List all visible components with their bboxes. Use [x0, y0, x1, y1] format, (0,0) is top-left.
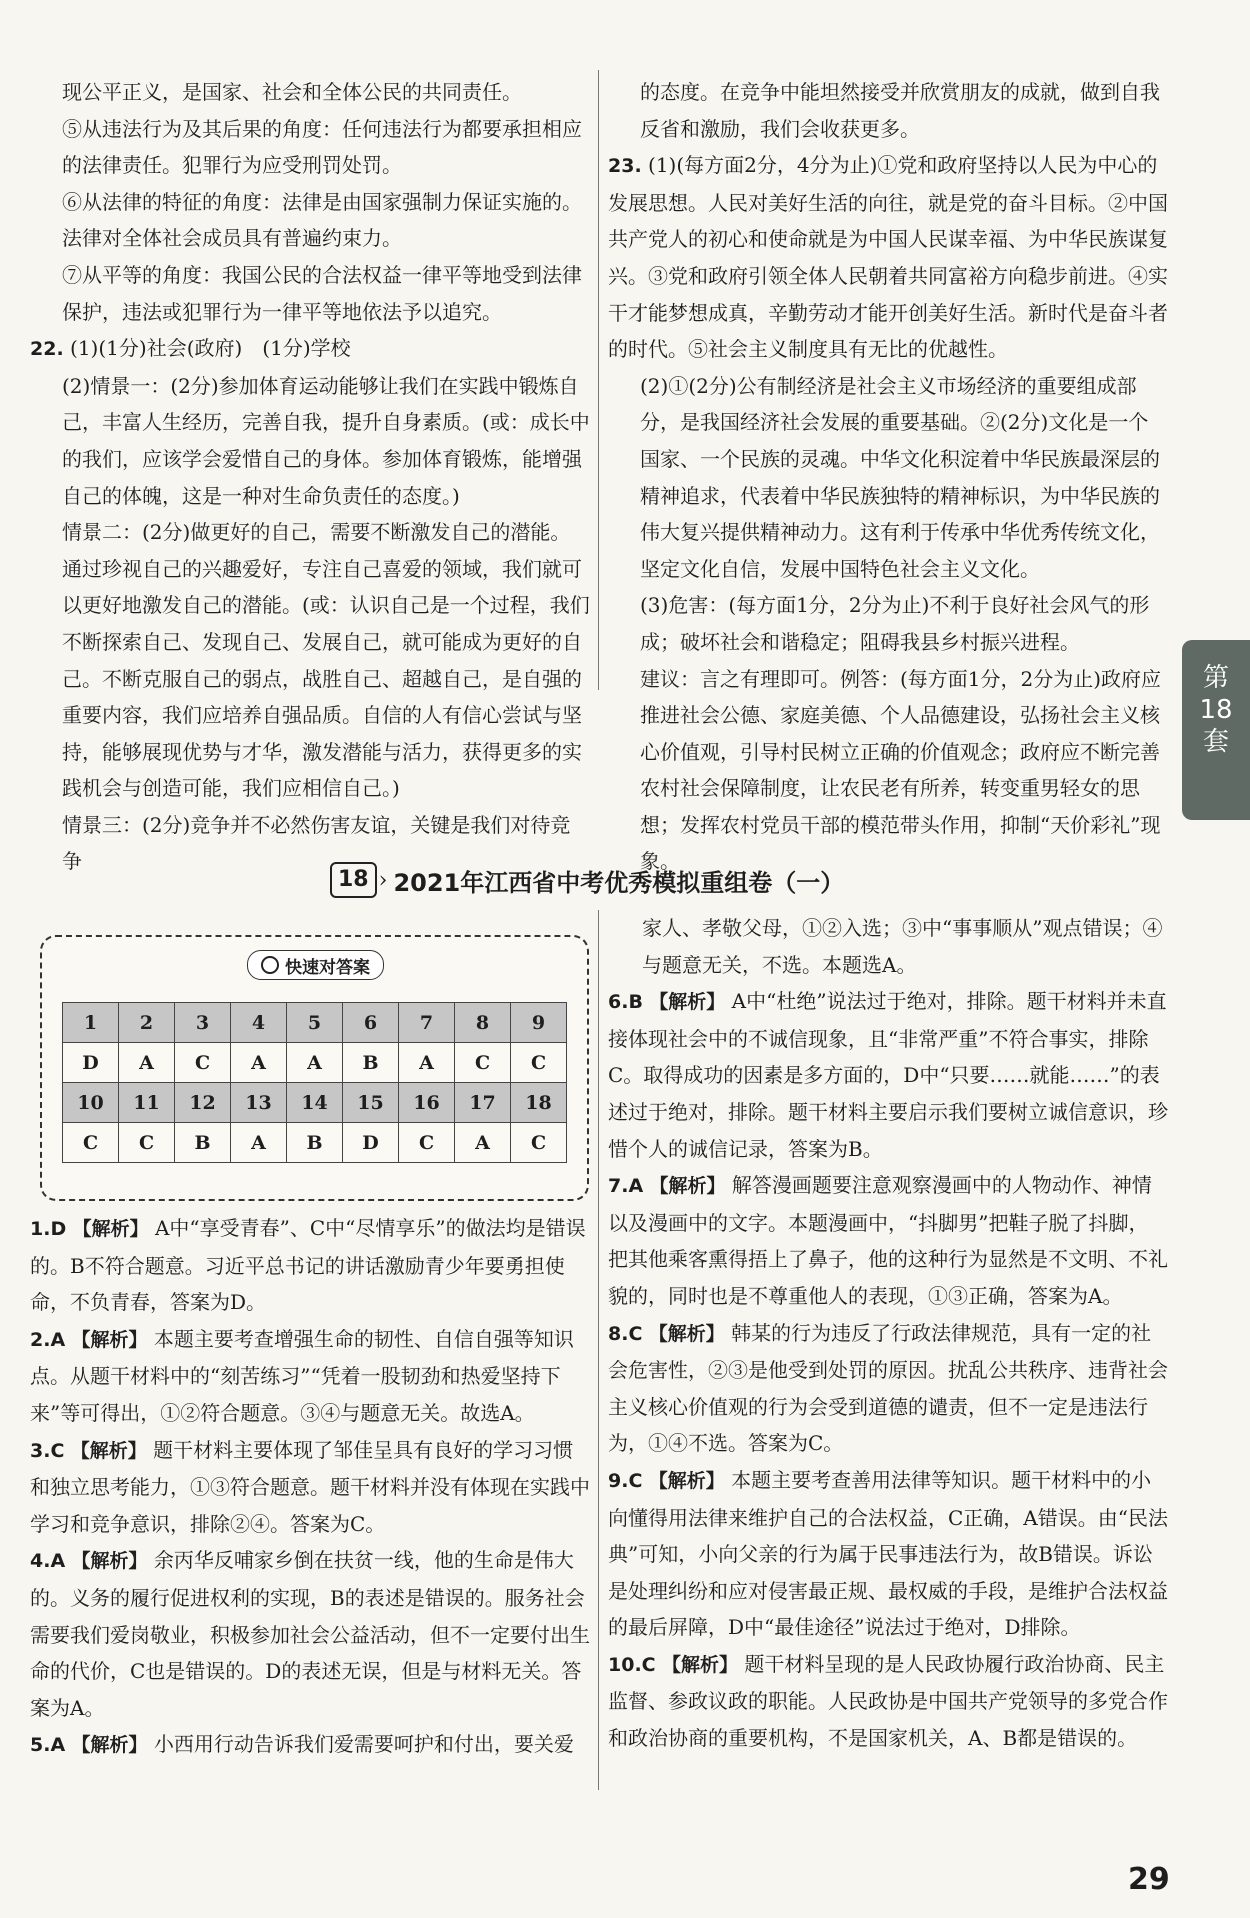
question-22 — [30, 330, 590, 368]
question-number: 2. — [30, 1328, 51, 1351]
explanation-item — [30, 1321, 590, 1432]
answer-letter: C — [628, 1322, 643, 1345]
answer-letter: C — [50, 1439, 65, 1462]
answer-text: (1)(每方面2分，4分为止)①党和政府坚持以人民为中心的发展思想。人民对美好生活的向往，就是党的奋斗目标。②中国共产党人的初心和使命就是为中国人民谋幸福、为中华民族谋复兴。③党和政府引领全体人民朝着共同富裕方向稳步前进。④实干才能梦想成真，辛勤劳动才能开创美好生活。新时代是奋斗者的时代。⑤社会主义制度具有无比的优越性。 — [608, 153, 1168, 362]
question-number: 5. — [30, 1734, 51, 1757]
explanation-item — [30, 1432, 590, 1543]
answer-cell: B — [287, 1123, 343, 1163]
jiexi-label: 【解析】 — [71, 1550, 148, 1573]
top-left-column — [30, 74, 590, 880]
question-num-cell: 17 — [455, 1083, 511, 1123]
answer-cell: C — [63, 1123, 119, 1163]
text-line: 情景三：(2分)竞争并不必然伤害友谊，关键是我们对待竞争 — [62, 812, 571, 874]
answer-cell: A — [231, 1123, 287, 1163]
set-number: 18 — [330, 862, 377, 898]
answer-cell: C — [119, 1123, 175, 1163]
jiexi-label: 【解析】 — [71, 1734, 148, 1757]
question-num-cell: 10 — [63, 1083, 119, 1123]
explanation-text: 小西用行动告诉我们爱需要呵护和付出，要关爱 — [153, 1732, 574, 1757]
quick-answer-heading — [247, 950, 384, 980]
explanation-item — [608, 983, 1168, 1167]
jiexi-label: 【解析】 — [661, 1653, 738, 1676]
answer-cell: D — [343, 1123, 399, 1163]
question-23 — [608, 147, 1168, 368]
question-num-cell: 1 — [63, 1003, 119, 1043]
explanation-text: 题干材料主要体现了邹佳呈具有良好的学习习惯和独立思考能力，①③符合题意。题干材料并没有体现在实践中学习和竞争意识，排除②④。答案为C。 — [30, 1437, 590, 1536]
answer-cell: A — [119, 1043, 175, 1083]
answer-text: (1)(1分)社会(政府) (1分)学校 — [70, 336, 351, 361]
answer-letter: C — [641, 1653, 656, 1676]
explanation-item — [608, 1167, 1168, 1314]
question-num-cell: 2 — [119, 1003, 175, 1043]
answer-letter: A — [628, 1175, 644, 1198]
column-divider — [598, 910, 599, 1790]
answer-cell: D — [63, 1043, 119, 1083]
answer-cell: A — [399, 1043, 455, 1083]
question-number: 10. — [608, 1653, 642, 1676]
question-number: 22. — [30, 338, 64, 361]
answer-letter: A — [50, 1328, 66, 1351]
explanation-text: A中“杜绝”说法过于绝对，排除。题干材料并未直接体现社会中的不诚信现象，且“非常严重”不符合事实，排除C。取得成功的因素是多方面的，D中“只要……就能……”的表述过于绝对，排除。题干材料主要启示我们要树立诚信意识，珍惜个人的诚信记录，答案为B。 — [608, 989, 1168, 1161]
answer-table — [62, 1002, 567, 1163]
answer-cell: C — [511, 1043, 567, 1083]
chevron-right-icon: › — [378, 867, 388, 893]
explanation-item — [30, 1210, 590, 1321]
text-line: (3)危害：(每方面1分，2分为止)不利于良好社会风气的形成；破坏社会和谐稳定；阻碍我县乡村振兴进程。 — [640, 593, 1150, 654]
answer-letter: A — [50, 1550, 66, 1573]
text-line: (2)情景一：(2分)参加体育运动能够让我们在实践中锻炼自己，丰富人生经历，完善自我，提升自身素质。(或：成长中的我们，应该学会爱惜自己的身体。参加体育锻炼，能增强自己的体魄，这是一种对生命负责任的态度。) — [62, 373, 590, 508]
question-num-cell: 15 — [343, 1083, 399, 1123]
jiexi-label: 【解析】 — [72, 1218, 149, 1240]
tab-char: 套 — [1202, 727, 1229, 757]
question-num-cell: 18 — [511, 1083, 567, 1123]
search-icon — [261, 956, 279, 974]
question-num-cell: 6 — [343, 1003, 399, 1043]
answer-cell: C — [511, 1123, 567, 1163]
question-number: 1. — [30, 1218, 51, 1240]
text-line: ⑤从违法行为及其后果的角度：任何违法行为都要承担相应的法律责任。犯罪行为应受刑罚处罚。 — [62, 116, 582, 178]
set-tab — [1182, 640, 1250, 820]
jiexi-label: 【解析】 — [70, 1439, 147, 1462]
answer-cell: A — [287, 1043, 343, 1083]
tab-char: 第 — [1202, 663, 1229, 693]
top-right-column — [608, 74, 1168, 880]
table-row — [63, 1043, 567, 1083]
explanation-text: 解答漫画题要注意观察漫画中的人物动作、神情以及漫画中的文字。本题漫画中，“抖脚男”把鞋子脱了抖脚，把其他乘客熏得捂上了鼻子，他的这种行为显然是不文明、不礼貌的，同时也是不尊重他人的表现，①③正确，答案为A。 — [608, 1173, 1168, 1308]
text-line: ⑦从平等的角度：我国公民的合法权益一律平等地受到法律保护，违法或犯罪行为一律平等地依法予以追究。 — [62, 262, 582, 324]
question-num-cell: 16 — [399, 1083, 455, 1123]
question-num-cell: 11 — [119, 1083, 175, 1123]
bottom-right-column — [608, 910, 1168, 1757]
question-number: 23. — [608, 155, 642, 178]
text-line: (2)①(2分)公有制经济是社会主义市场经济的重要组成部分，是我国经济社会发展的重要基础。②(2分)文化是一个国家、一个民族的灵魂。中华文化积淀着中华民族最深层的精神追求，代表着中华民族独特的精神标识，为中华民族的伟大复兴提供精神动力。这有利于传承中华优秀传统文化，坚定文化自信，发展中国特色社会主义文化。 — [640, 373, 1160, 581]
question-number: 9. — [608, 1469, 629, 1492]
explanation-text: 题干材料呈现的是人民政协履行政治协商、民主监督、参政议政的职能。人民政协是中国共产党领导的多党合作和政治协商的重要机构，不是国家机关，A、B都是错误的。 — [608, 1651, 1168, 1751]
question-number: 3. — [30, 1439, 51, 1462]
text-line: 现公平正义，是国家、社会和全体公民的共同责任。 — [62, 80, 522, 104]
text-line: 的态度。在竞争中能坦然接受并欣赏朋友的成就，做到自我反省和激励，我们会收获更多。 — [640, 80, 1160, 141]
jiexi-label: 【解析】 — [648, 1469, 725, 1492]
table-row — [63, 1083, 567, 1123]
jiexi-label: 【解析】 — [648, 1322, 725, 1345]
answer-letter: B — [628, 991, 643, 1014]
question-num-cell: 5 — [287, 1003, 343, 1043]
explanation-item — [608, 1646, 1168, 1757]
explanation-item — [30, 1726, 590, 1764]
quick-answer-box — [40, 935, 589, 1201]
page-number: 29 — [1128, 1862, 1170, 1897]
explanation-item — [608, 1315, 1168, 1462]
answer-cell: C — [455, 1043, 511, 1083]
question-number: 8. — [608, 1322, 629, 1345]
answer-cell: A — [455, 1123, 511, 1163]
question-num-cell: 14 — [287, 1083, 343, 1123]
explanation-text: 本题主要考查善用法律等知识。题干材料中的小向懂得用法律来维护自己的合法权益，C正确，A错误。由“民法典”可知，小向父亲的行为属于民事违法行为，故B错误。诉讼是处理纠纷和应对侵害最正规、最权威的手段，是维护合法权益的最后屏障，D中“最佳途径”说法过于绝对，D排除。 — [608, 1467, 1168, 1640]
section-title — [330, 860, 1010, 900]
answer-cell: C — [399, 1123, 455, 1163]
column-divider — [598, 70, 599, 690]
jiexi-label: 【解析】 — [649, 1175, 726, 1198]
text-line: 情景二：(2分)做更好的自己，需要不断激发自己的潜能。通过珍视自己的兴趣爱好，专注自己喜爱的领域，我们就可以更好地激发自己的潜能。(或：认识自己是一个过程，我们不断探索自己、发现自己、发展自己，就可能成为更好的自己。不断克服自己的弱点，战胜自己、超越自己，是自强的重要内容，我们应培养自强品质。自信的人有信心尝试与坚持，能够展现优势与才华，激发潜能与活力，获得更多的实践机会与创造可能，我们应相信自己。) — [62, 520, 590, 801]
jiexi-label: 【解析】 — [649, 991, 726, 1014]
text-line: 家人、孝敬父母，①②入选；③中“事事顺从”观点错误；④与题意无关，不选。本题选A。 — [642, 916, 1163, 977]
question-number: 4. — [30, 1550, 51, 1573]
question-num-cell: 13 — [231, 1083, 287, 1123]
text-line: ⑥从法律的特征的角度：法律是由国家强制力保证实施的。法律对全体社会成员具有普遍约束力。 — [62, 189, 582, 251]
answer-letter: A — [50, 1734, 66, 1757]
explanation-item — [608, 1462, 1168, 1646]
question-num-cell: 7 — [399, 1003, 455, 1043]
answer-cell: C — [175, 1043, 231, 1083]
explanation-item — [30, 1542, 590, 1726]
tab-char: 18 — [1199, 695, 1233, 725]
question-num-cell: 3 — [175, 1003, 231, 1043]
question-number: 7. — [608, 1175, 629, 1198]
table-row — [63, 1123, 567, 1163]
explanation-text: A中“享受青春”、C中“尽情享乐”的做法均是错误的。B不符合题意。习近平总书记的讲话激励青少年要勇担使命，不负青春，答案为D。 — [30, 1216, 586, 1315]
answer-cell: A — [231, 1043, 287, 1083]
question-num-cell: 12 — [175, 1083, 231, 1123]
section-title-text: 2021年江西省中考优秀模拟重组卷（一） — [393, 868, 845, 897]
table-row — [63, 1003, 567, 1043]
answer-cell: B — [343, 1043, 399, 1083]
question-number: 6. — [608, 991, 629, 1014]
answer-letter: D — [50, 1218, 67, 1240]
question-num-cell: 4 — [231, 1003, 287, 1043]
question-num-cell: 9 — [511, 1003, 567, 1043]
text-line: 建议：言之有理即可。例答：(每方面1分，2分为止)政府应推进社会公德、家庭美德、个人品德建设，弘扬社会主义核心价值观，引导村民树立正确的价值观念；政府应不断完善农村社会保障制度，让农民老有所养，转变重男轻女的思想；发挥农村党员干部的模范带头作用，抑制“天价彩礼”现象。 — [640, 666, 1162, 874]
explanation-text: 本题主要考查增强生命的韧性、自信自强等知识点。从题干材料中的“刻苦练习”“凭着一股韧劲和热爱坚持下来”等可得出，①②符合题意。③④与题意无关。故选A。 — [30, 1326, 574, 1425]
question-num-cell: 8 — [455, 1003, 511, 1043]
answer-cell: B — [175, 1123, 231, 1163]
jiexi-label: 【解析】 — [71, 1328, 148, 1351]
bottom-left-column — [30, 1210, 590, 1764]
explanation-text: 韩某的行为违反了行政法律规范，具有一定的社会危害性，②③是他受到处罚的原因。扰乱公共秩序、违背社会主义核心价值观的行为会受到道德的谴责，但不一定是违法行为，①④不选。答案为C。 — [608, 1320, 1168, 1456]
answer-letter: C — [628, 1469, 643, 1492]
quick-answer-label: 快速对答案 — [285, 957, 370, 978]
explanation-text: 余丙华反哺家乡倒在扶贫一线，他的生命是伟大的。义务的履行促进权利的实现，B的表述是错误的。服务社会需要我们爱岗敬业，积极参加社会公益活动，但不一定要付出生命的代价，C也是错误的。D的表述无误，但是与材料无关。答案为A。 — [30, 1548, 590, 1720]
